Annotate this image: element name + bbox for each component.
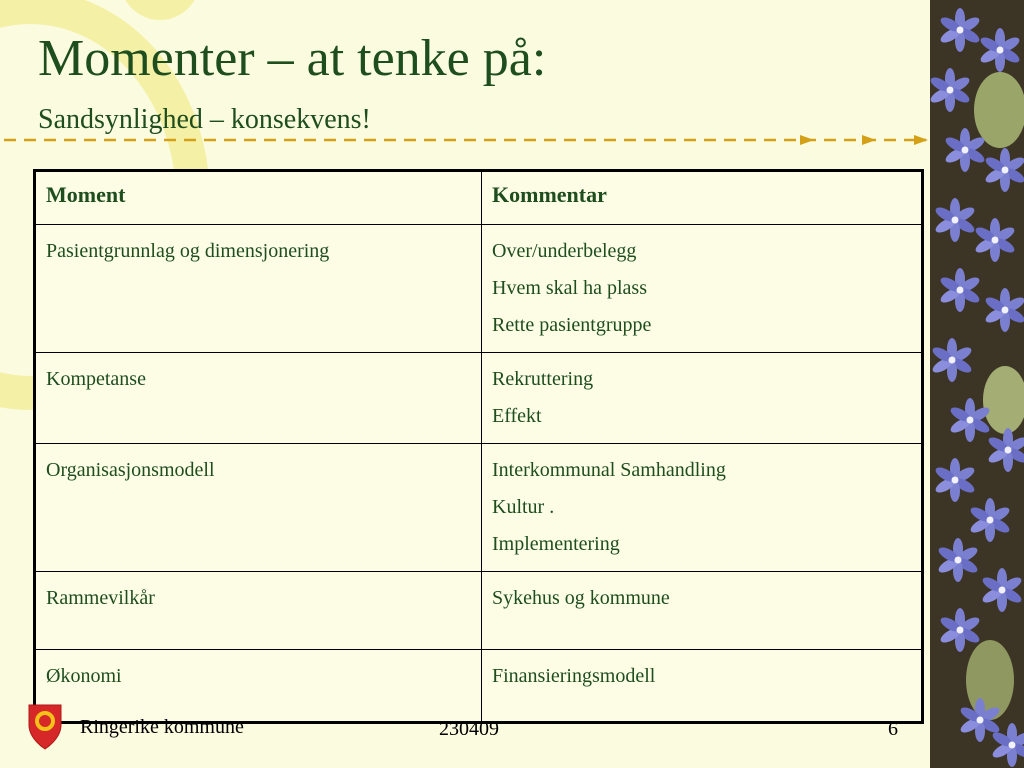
kommentar-line: Kultur .: [492, 496, 555, 518]
kommentar-line: Interkommunal Samhandling: [492, 459, 726, 481]
kommentar-line: Rette pasientgruppe: [492, 314, 652, 336]
kommentar-cell: [482, 572, 923, 650]
moment-cell: Pasientgrunnlag og dimensjonering: [35, 225, 482, 353]
slide-subtitle: Sandsynlighed – konsekvens!: [38, 104, 371, 135]
kommentar-cell: [482, 353, 923, 444]
moment-cell: Rammevilkår: [35, 572, 482, 650]
kommentar-cell: [482, 225, 923, 353]
table-row: [35, 650, 923, 723]
kommentar-line: Hvem skal ha plass: [492, 277, 647, 299]
column-header-kommentar: Kommentar: [482, 171, 923, 225]
footer-page-number: 6: [888, 718, 898, 740]
kommentar-line: Over/underbelegg: [492, 240, 637, 262]
footer-organization: Ringerike kommune: [80, 716, 244, 738]
moment-cell: Organisasjonsmodell: [35, 444, 482, 572]
kommentar-line: Rekruttering: [492, 368, 594, 390]
moment-cell: Økonomi: [35, 650, 482, 723]
dashed-divider-arrow: [0, 132, 930, 148]
kommentar-line: Finansieringsmodell: [492, 665, 656, 687]
kommentar-line: Implementering: [492, 533, 620, 555]
moments-table: [33, 169, 924, 724]
kommentar-line: Effekt: [492, 405, 542, 427]
kommentar-cell: [482, 444, 923, 572]
table-row: [35, 353, 923, 444]
coat-of-arms-icon: [27, 703, 63, 751]
table-header-row: [35, 171, 923, 225]
table-row: [35, 572, 923, 650]
column-header-moment: Moment: [35, 171, 482, 225]
slide-title: Momenter – at tenke på:: [38, 30, 547, 87]
footer-date: 230409: [439, 718, 499, 740]
table-row: [35, 225, 923, 353]
kommentar-cell: [482, 650, 923, 723]
table-row: [35, 444, 923, 572]
moment-cell: Kompetanse: [35, 353, 482, 444]
kommentar-line: Sykehus og kommune: [492, 587, 670, 609]
blue-flowers-photo: [930, 0, 1024, 768]
background-arc-small: [120, 0, 200, 20]
